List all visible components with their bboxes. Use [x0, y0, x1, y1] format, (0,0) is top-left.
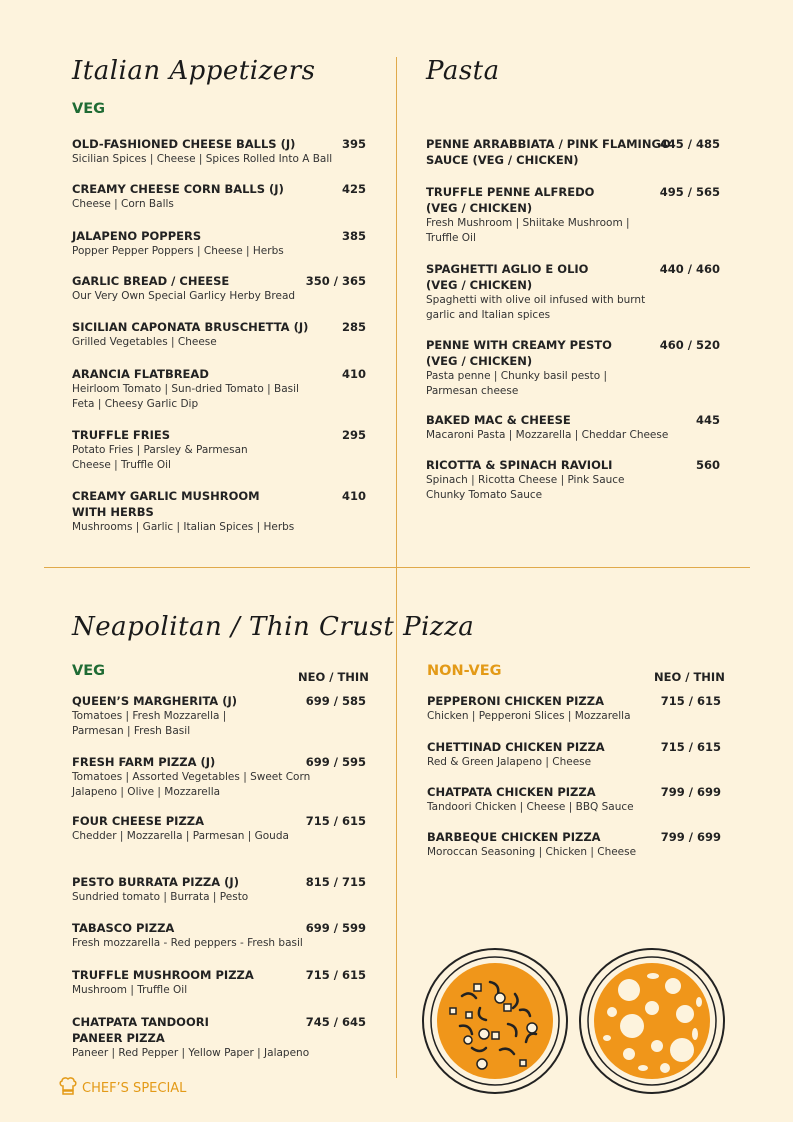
veg-column-header: NEO / THIN — [298, 670, 369, 684]
item-name: CHATPATA CHICKEN PIZZA — [427, 785, 596, 799]
item-price: 715 / 615 — [305, 814, 366, 828]
item-desc: Moroccan Seasoning | Chicken | Cheese — [427, 846, 637, 858]
item-price: 699 / 599 — [305, 921, 366, 935]
menu-item — [72, 136, 366, 167]
item-desc: Mushroom | Truffle Oil — [72, 984, 188, 996]
item-desc: Fresh mozzarella - Red peppers - Fresh basil — [72, 937, 303, 949]
item-name: SICILIAN CAPONATA BRUSCHETTA (J) — [72, 320, 309, 334]
divider-vertical-bottom — [396, 568, 397, 1078]
menu-item — [72, 228, 366, 259]
item-price: 799 / 699 — [660, 785, 721, 799]
menu-item — [426, 457, 720, 503]
item-name: CREAMY CHEESE CORN BALLS (J) — [72, 182, 284, 196]
item-price: 715 / 615 — [305, 968, 366, 982]
menu-item — [426, 412, 720, 443]
item-name: TABASCO PIZZA — [72, 921, 175, 935]
item-desc: Sundried tomato | Burrata | Pesto — [72, 891, 249, 903]
item-price: 715 / 615 — [660, 740, 721, 754]
item-price: 410 — [341, 367, 366, 381]
appetizers-veg-label: VEG — [72, 101, 106, 117]
item-name: BARBEQUE CHICKEN PIZZA — [427, 830, 601, 844]
item-desc: Tandoori Chicken | Cheese | BBQ Sauce — [427, 801, 634, 813]
pizza-illustration-nonveg — [577, 946, 727, 1096]
item-name: JALAPENO POPPERS — [72, 229, 202, 243]
menu-item — [72, 273, 366, 304]
pizza-veg-label: VEG — [72, 663, 106, 679]
item-price: 495 / 565 — [659, 185, 720, 199]
item-name: TRUFFLE PENNE ALFREDO (VEG / CHICKEN) — [426, 185, 595, 215]
item-price: 815 / 715 — [305, 875, 366, 889]
item-price: 699 / 595 — [305, 755, 366, 769]
item-desc: Our Very Own Special Garlicy Herby Bread — [72, 290, 296, 302]
divider-vertical-top — [396, 57, 397, 567]
item-price: 445 — [695, 413, 720, 427]
menu-item — [72, 967, 366, 998]
item-price: 395 — [341, 137, 366, 151]
item-name: OLD-FASHIONED CHEESE BALLS (J) — [72, 137, 296, 151]
menu-item — [427, 693, 721, 724]
item-price: 350 / 365 — [305, 274, 366, 288]
pizza-illustration-veg — [420, 946, 570, 1096]
item-desc: Popper Pepper Poppers | Cheese | Herbs — [72, 245, 284, 257]
item-price: 440 / 460 — [659, 262, 720, 276]
menu-item — [72, 754, 366, 800]
item-price: 410 — [341, 489, 366, 503]
menu-item — [72, 319, 366, 350]
item-name: CREAMY GARLIC MUSHROOM WITH HERBS — [72, 489, 260, 519]
menu-item — [72, 1014, 366, 1061]
item-price: 285 — [341, 320, 366, 334]
item-desc: Sicilian Spices | Cheese | Spices Rolled Into A Ball — [72, 153, 333, 165]
item-name: PEPPERONI CHICKEN PIZZA — [427, 694, 604, 708]
item-desc: Macaroni Pasta | Mozzarella | Cheddar Cheese — [426, 429, 669, 441]
menu-item — [426, 261, 720, 323]
menu-item — [72, 813, 366, 844]
item-name: PESTO BURRATA PIZZA (J) — [72, 875, 239, 889]
menu-item — [427, 829, 721, 860]
chef-hat-icon — [58, 1076, 78, 1096]
item-desc: Pasta penne | Chunky basil pesto | Parmesan cheese — [426, 370, 608, 397]
menu-item — [426, 136, 720, 168]
item-price: 715 / 615 — [660, 694, 721, 708]
item-name: CHATPATA TANDOORI PANEER PIZZA — [72, 1015, 209, 1045]
item-name: CHETTINAD CHICKEN PIZZA — [427, 740, 605, 754]
pasta-title: Pasta — [426, 56, 500, 86]
menu-item — [426, 184, 720, 246]
item-desc: Cheese | Corn Balls — [72, 198, 174, 210]
menu-item — [72, 366, 366, 412]
item-desc: Red & Green Jalapeno | Cheese — [427, 756, 592, 768]
item-desc: Spaghetti with olive oil infused with burnt garlic and Italian spices — [426, 294, 646, 321]
item-price: 799 / 699 — [660, 830, 721, 844]
item-price: 699 / 585 — [305, 694, 366, 708]
menu-item — [72, 874, 366, 905]
item-price: 425 — [341, 182, 366, 196]
menu-item — [427, 739, 721, 770]
item-desc: Paneer | Red Pepper | Yellow Paper | Jalapeno — [72, 1047, 310, 1059]
item-desc: Potato Fries | Parsley & Parmesan Cheese | Truffle Oil — [72, 444, 248, 471]
menu-item — [72, 427, 366, 473]
item-desc: Spinach | Ricotta Cheese | Pink Sauce Chunky Tomato Sauce — [426, 474, 625, 501]
item-name: PENNE WITH CREAMY PESTO (VEG / CHICKEN) — [426, 338, 612, 368]
nonveg-column-header: NEO / THIN — [654, 670, 725, 684]
item-desc: Mushrooms | Garlic | Italian Spices | Herbs — [72, 521, 295, 533]
menu-item — [72, 488, 366, 535]
item-desc: Fresh Mushroom | Shiitake Mushroom | Truffle Oil — [426, 217, 630, 244]
chef-special-label: CHEF’S SPECIAL — [82, 1081, 187, 1096]
item-name: RICOTTA & SPINACH RAVIOLI — [426, 458, 613, 472]
item-price: 460 / 520 — [659, 338, 720, 352]
item-desc: Tomatoes | Fresh Mozzarella | Parmesan | Fresh Basil — [72, 710, 227, 737]
menu-item — [427, 784, 721, 815]
pizza-nonveg-label: NON-VEG — [427, 663, 502, 679]
menu-item — [426, 337, 720, 399]
item-price: 745 / 645 — [305, 1015, 366, 1029]
item-name: QUEEN’S MARGHERITA (J) — [72, 694, 238, 708]
item-name: ARANCIA FLATBREAD — [72, 367, 209, 381]
item-name: PENNE ARRABBIATA / PINK FLAMINGO SAUCE (VEG / CHICKEN) — [426, 137, 671, 167]
item-desc: Tomatoes | Assorted Vegetables | Sweet Corn Jalapeno | Olive | Mozzarella — [72, 771, 311, 798]
item-name: TRUFFLE MUSHROOM PIZZA — [72, 968, 254, 982]
pizza-title: Neapolitan / Thin Crust Pizza — [72, 612, 475, 642]
item-name: FOUR CHEESE PIZZA — [72, 814, 205, 828]
divider-horizontal — [44, 567, 750, 568]
appetizers-title: Italian Appetizers — [72, 56, 316, 86]
menu-item — [72, 693, 366, 739]
item-desc: Heirloom Tomato | Sun-dried Tomato | Basil Feta | Cheesy Garlic Dip — [72, 383, 299, 410]
item-price: 445 / 485 — [659, 137, 720, 151]
item-name: SPAGHETTI AGLIO E OLIO (VEG / CHICKEN) — [426, 262, 589, 292]
item-desc: Chedder | Mozzarella | Parmesan | Gouda — [72, 830, 289, 842]
menu-item — [72, 920, 366, 951]
item-name: TRUFFLE FRIES — [72, 428, 171, 442]
item-price: 295 — [341, 428, 366, 442]
item-name: GARLIC BREAD / CHEESE — [72, 274, 230, 288]
item-name: FRESH FARM PIZZA (J) — [72, 755, 216, 769]
menu-item — [72, 181, 366, 212]
item-price: 560 — [695, 458, 720, 472]
item-desc: Chicken | Pepperoni Slices | Mozzarella — [427, 710, 631, 722]
item-name: BAKED MAC & CHEESE — [426, 413, 571, 427]
item-desc: Grilled Vegetables | Cheese — [72, 336, 217, 348]
item-price: 385 — [341, 229, 366, 243]
